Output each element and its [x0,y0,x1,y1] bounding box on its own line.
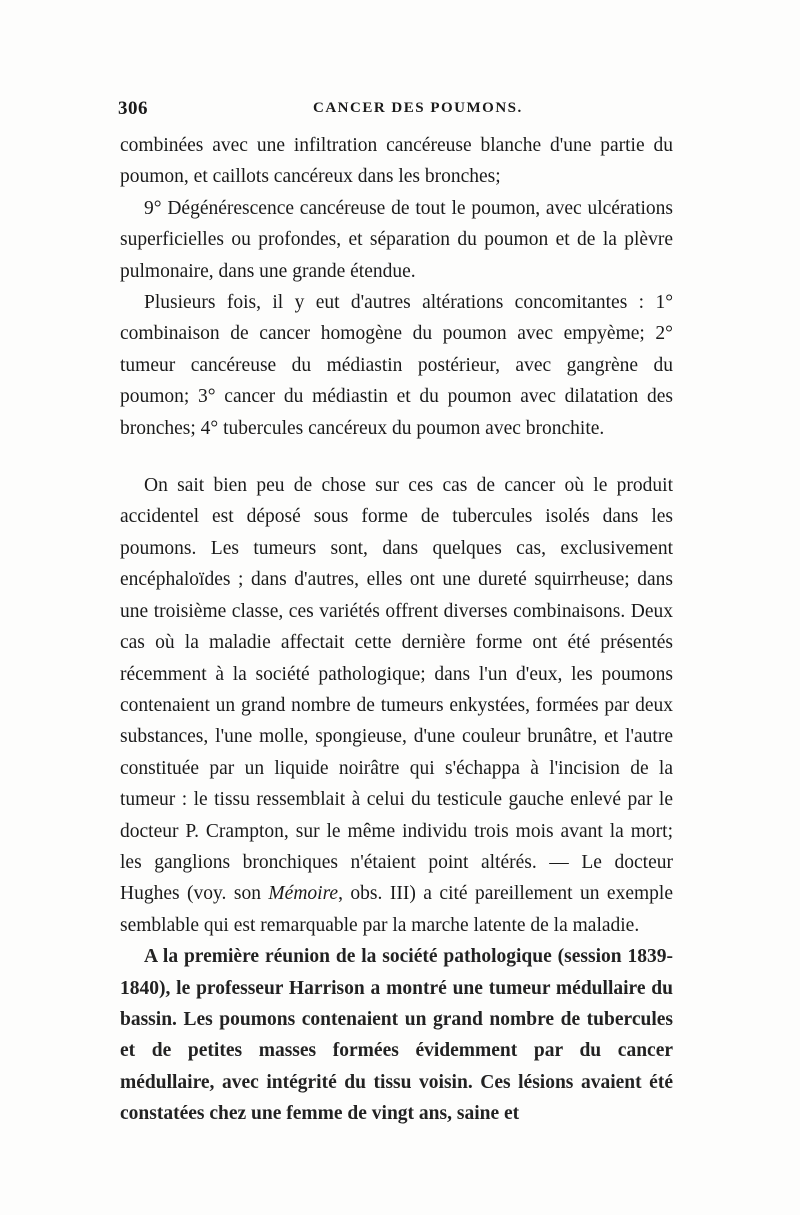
paragraph-text-part: , obs. III) a cité pareillement un exemple semblable qui est remarquable par la marche latente de la maladie. [120,883,673,936]
paragraph-item-9: 9° Dégénérescence cancéreuse de tout le poumon, avec ulcérations superficielles ou profondes, et séparation du poumon et de la plèvre pulmonaire, dans une grande étendue. [120,197,673,282]
paragraph-concomitant-alterations: Plusieurs fois, il y eut d'autres altérations concomitantes : 1° combinaison de cancer homogène du poumon avec empyème; 2° tumeur cancéreuse du médiastin postérieur, avec gangrène du poumon; 3° cancer du médiastin et du poumon avec dilatation des bronches; 4° tubercules cancéreux du poumon avec bronchite. [120,292,673,439]
running-head: CANCER DES POUMONS. [313,100,523,116]
body-text [120,130,673,1130]
paragraph-text-part: On sait bien peu de chose sur ces cas de cancer où le produit accidentel est déposé sous forme de tubercules isolés dans les poumons. Les tumeurs sont, dans quelques cas, exclusivement encéphaloïdes ; dans d'autres, elles ont une dureté squirrheuse; dans une troisième classe, ces variétés offrent diverses combinaisons. Deux cas où la maladie affectait cette dernière forme ont été présentés récemment à la société pathologique; dans l'un d'eux, les poumons contenaient un grand nombre de tumeurs enkystées, formées par deux substances, l'une molle, spongieuse, d'une couleur brunâtre, et l'autre constituée par un liquide noirâtre qui s'échappa à l'incision de la tumeur : le tissu ressemblait à celui du testicule gauche enlevé par le docteur P. Crampton, sur le même individu trois mois avant la mort; les ganglions bronchiques n'étaient point altérés. — Le docteur Hughes (voy. son [120,475,673,905]
paragraph-continuation: combinées avec une infiltration cancéreuse blanche d'une partie du poumon, et caillots cancéreux dans les bronches; [120,135,673,188]
paragraph-tubercules [120,470,673,941]
memoire-emphasis: Mémoire [268,883,339,905]
page-header [118,98,678,126]
page-number: 306 [118,98,148,119]
paragraph-pathological-society: A la première réunion de la société pathologique (session 1839-1840), le professeur Harrison a montré une tumeur médullaire du bassin. Les poumons contenaient un grand nombre de tubercules et de petites masses formées évidemment par du cancer médullaire, avec intégrité du tissu voisin. Ces lésions avaient été constatées chez une femme de vingt ans, saine et [120,946,673,1125]
